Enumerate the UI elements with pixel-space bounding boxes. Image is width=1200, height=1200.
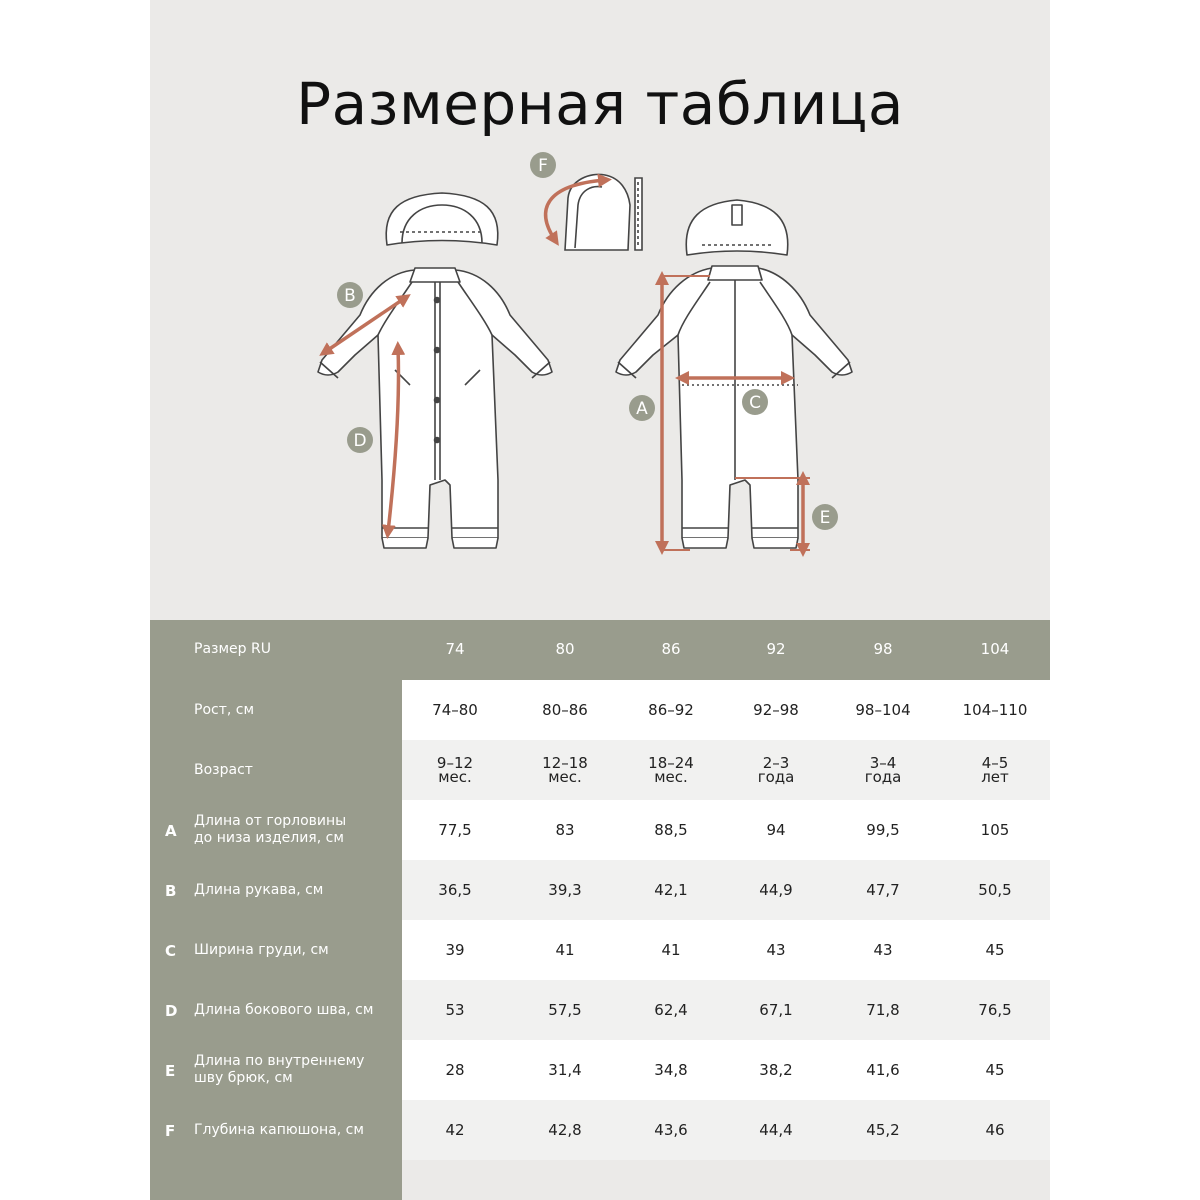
table-cell: 50,5: [978, 881, 1012, 899]
table-cell: 92–98: [753, 701, 799, 719]
row-letter: E: [165, 1062, 176, 1080]
table-cell: 34,8: [654, 1061, 688, 1079]
badge-D: [347, 427, 373, 453]
table-cell: 44,9: [759, 881, 793, 899]
table-cell: 12–18 мес.: [542, 754, 588, 786]
table-cell: 3–4 года: [864, 754, 902, 786]
badge-F: [530, 152, 556, 178]
badge-A: [629, 395, 655, 421]
size-header: 104: [980, 640, 1010, 658]
table-cell: 71,8: [866, 1001, 900, 1019]
table-cell: 31,4: [548, 1061, 582, 1079]
table-cell: 42: [445, 1121, 465, 1139]
table-cell: 41: [555, 941, 575, 959]
row-label: Ширина груди, см: [194, 942, 329, 958]
badge-E: [812, 504, 838, 530]
svg-text:F: F: [538, 156, 548, 176]
table-cell: 28: [445, 1061, 465, 1079]
row-letter: B: [165, 882, 177, 900]
garment-diagram: [150, 0, 1050, 600]
row-label: Длина бокового шва, см: [194, 1002, 374, 1018]
badge-B: [337, 282, 363, 308]
row-label: Рост, см: [194, 702, 255, 718]
table-label-column: [150, 620, 402, 1200]
badge-C: [742, 389, 768, 415]
back-view: [616, 200, 852, 548]
table-cell: 9–12 мес.: [436, 754, 474, 786]
table-cell: 99,5: [866, 821, 900, 839]
row-letter: C: [165, 942, 177, 960]
table-cell: 46: [985, 1121, 1005, 1139]
table-cell: 74–80: [432, 701, 478, 719]
table-cell: 45,2: [866, 1121, 900, 1139]
row-label: Длина по внутреннему шву брюк, см: [194, 1053, 365, 1086]
table-cell: 45: [985, 941, 1005, 959]
table-cell: 39: [445, 941, 465, 959]
row-label: Длина от горловины до низа изделия, см: [194, 813, 347, 846]
svg-text:D: D: [353, 431, 367, 451]
front-view: [318, 193, 552, 548]
table-cell: 42,1: [654, 881, 688, 899]
table-cell: 105: [980, 821, 1010, 839]
table-cell: 67,1: [759, 1001, 793, 1019]
table-cell: 43,6: [654, 1121, 688, 1139]
row-letter: F: [165, 1122, 176, 1140]
table-cell: 45: [985, 1061, 1005, 1079]
table-cell: 98–104: [855, 701, 911, 719]
table-cell: 94: [766, 821, 786, 839]
table-cell: 86–92: [648, 701, 694, 719]
size-chart-sheet: [150, 0, 1050, 1200]
table-cell: 4–5 лет: [981, 754, 1009, 786]
table-cell: 38,2: [759, 1061, 793, 1079]
table-cell: 80–86: [542, 701, 588, 719]
table-cell: 88,5: [654, 821, 688, 839]
table-cell: 104–110: [962, 701, 1028, 719]
table-cell: 76,5: [978, 1001, 1012, 1019]
header-label: Размер RU: [194, 641, 271, 657]
table-cell: 18–24 мес.: [648, 754, 694, 786]
table-cell: 83: [555, 821, 575, 839]
size-header: 80: [555, 640, 575, 658]
table-cell: 47,7: [866, 881, 900, 899]
row-label: Глубина капюшона, см: [194, 1122, 364, 1138]
size-header: 86: [661, 640, 681, 658]
svg-text:E: E: [819, 508, 831, 528]
svg-text:A: A: [636, 399, 648, 419]
table-cell: 36,5: [438, 881, 472, 899]
size-header: 74: [445, 640, 465, 658]
row-letter: A: [165, 822, 177, 840]
size-table: [150, 620, 1050, 1200]
table-cell: 62,4: [654, 1001, 688, 1019]
table-cell: 43: [766, 941, 786, 959]
page-title: Размерная таблица: [296, 70, 904, 138]
svg-text:B: B: [344, 286, 356, 306]
table-cell: 41,6: [866, 1061, 900, 1079]
table-cell: 39,3: [548, 881, 582, 899]
row-label: Длина рукава, см: [194, 882, 324, 898]
table-cell: 57,5: [548, 1001, 582, 1019]
table-cell: 44,4: [759, 1121, 793, 1139]
table-cell: 2–3 года: [757, 754, 795, 786]
table-cell: 77,5: [438, 821, 472, 839]
row-letter: D: [165, 1002, 178, 1020]
table-cell: 53: [445, 1001, 465, 1019]
svg-text:C: C: [749, 393, 761, 413]
row-label: Возраст: [194, 762, 253, 778]
table-cell: 42,8: [548, 1121, 582, 1139]
table-cell: 43: [873, 941, 893, 959]
size-header: 92: [766, 640, 786, 658]
table-cell: 41: [661, 941, 681, 959]
size-header: 98: [873, 640, 893, 658]
